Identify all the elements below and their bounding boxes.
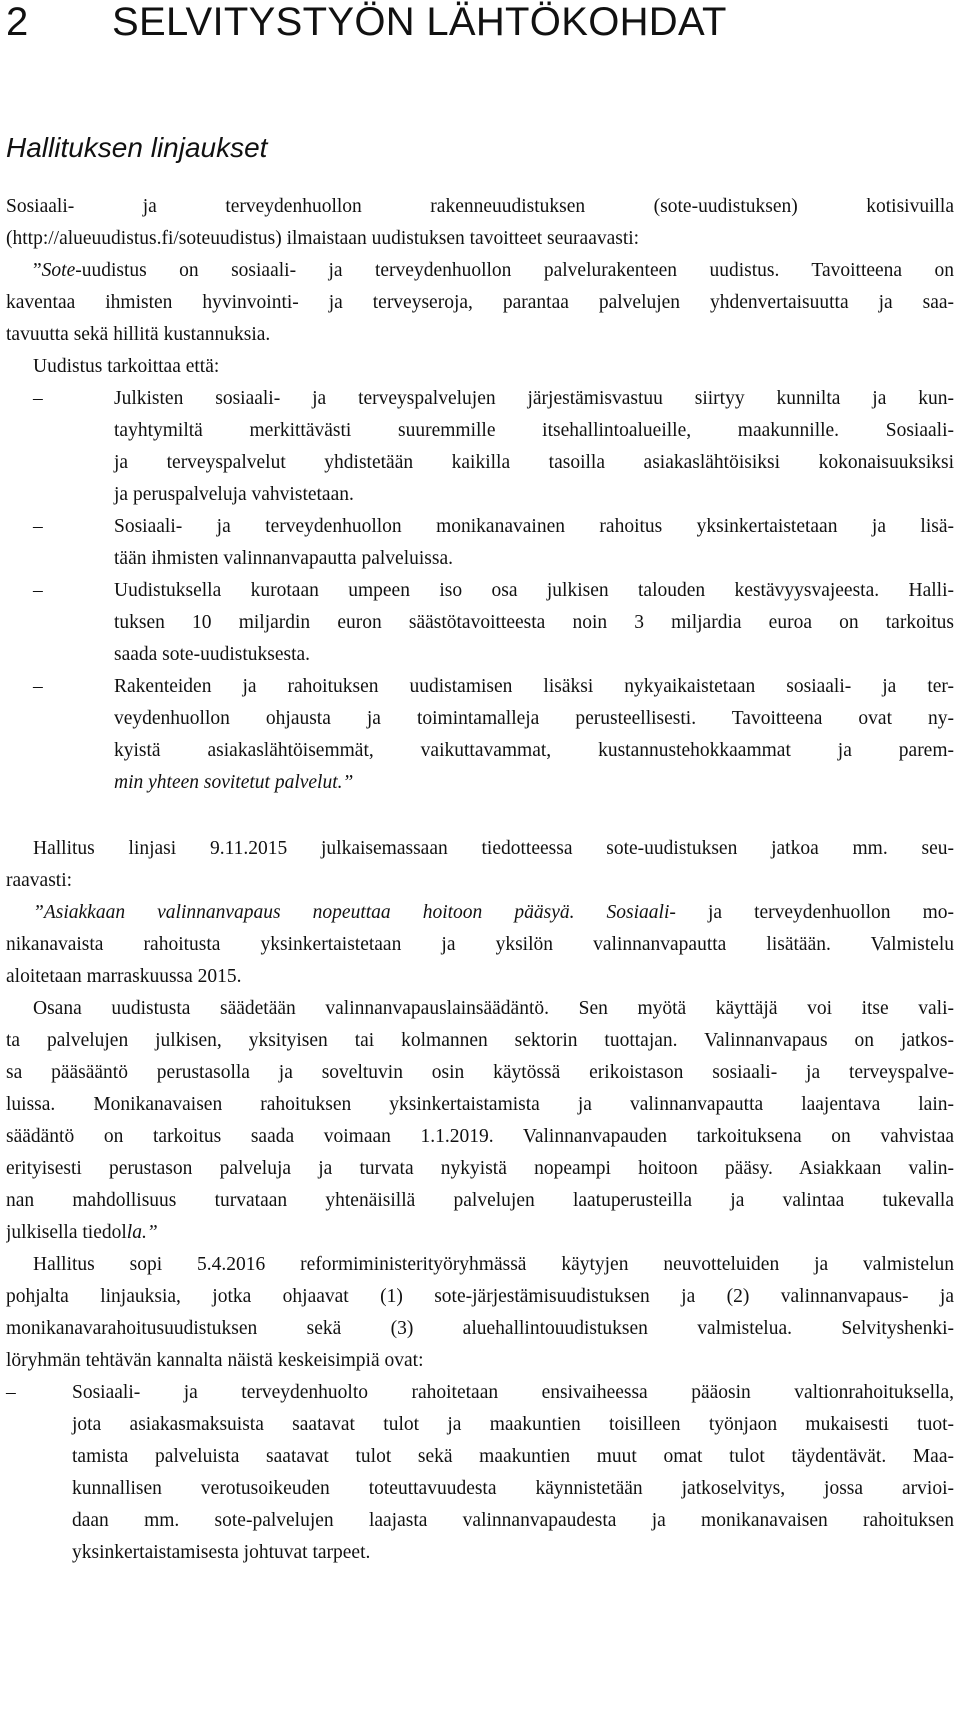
list-line: daan mm. sote-palvelujen laajasta valinnanvapaudesta ja monikanavaisen rahoituksen bbox=[72, 1510, 954, 1531]
chapter-heading bbox=[6, 0, 727, 44]
chapter-title: SELVITYSTYÖN LÄHTÖKOHDAT bbox=[112, 0, 727, 44]
list-line: kunnallisen verotusoikeuden toteuttavuudesta käynnistetään jatkoselvitys, jossa arvioi- bbox=[72, 1478, 954, 1499]
quote-line bbox=[6, 1217, 954, 1249]
list-line: kyistä asiakaslähtöisemmät, vaikuttavammat, kustannustehokkaammat ja parem- bbox=[114, 740, 954, 761]
list-line: ja peruspalveluja vahvistetaan. bbox=[114, 484, 354, 505]
quote-line: ta palvelujen julkisen, yksityisen tai kolmannen sektorin tuottajan. Valinnanvapaus on jatkos- bbox=[6, 1030, 954, 1051]
text-line: monikanavarahoitusuudistuksen sekä (3) aluehallintouudistuksen valmistelua. Selvityshenki- bbox=[6, 1318, 954, 1339]
list-dash: – bbox=[33, 580, 43, 601]
list-dash: – bbox=[33, 388, 43, 409]
list-line: jota asiakasmaksuista saatavat tulot ja maakuntien toisilleen työnjaon mukaisesti tuot- bbox=[72, 1414, 954, 1435]
list-item bbox=[6, 671, 954, 799]
quote-text: - ja terveydenhuollon mo- bbox=[669, 902, 954, 923]
list-line: veydenhuollon ohjausta ja toimintamalleja perusteellisesti. Tavoitteena ovat ny- bbox=[114, 708, 954, 729]
list-line bbox=[6, 767, 954, 799]
quote-italic-end: min yhteen sovitetut palvelut.” bbox=[114, 772, 354, 793]
quote-line: tavuutta sekä hillitä kustannuksia. bbox=[6, 324, 271, 345]
quote-line: luissa. Monikanavaisen rahoituksen yksinkertaistamista ja valinnanvapautta laajentava lain- bbox=[6, 1094, 954, 1115]
list-line: tään ihmisten valinnanvapautta palveluissa. bbox=[114, 548, 453, 569]
text-line: Hallitus sopi 5.4.2016 reformiministerityöryhmässä käytyjen neuvotteluiden ja valmistelun bbox=[33, 1254, 954, 1275]
list-item bbox=[6, 383, 954, 511]
list-line: tamista palveluista saatavat tulot sekä maakuntien muut omat tulot täydentävät. Maa- bbox=[72, 1446, 954, 1467]
list-dash: – bbox=[33, 676, 43, 697]
list-item bbox=[6, 1377, 954, 1569]
quote-line: sa pääsääntö perustasolla ja soveltuvin osin käytössä erikoistason sosiaali- ja terveyspalve- bbox=[6, 1062, 954, 1083]
list-line: saada sote-uudistuksesta. bbox=[114, 644, 311, 665]
quote-line: kaventaa ihmisten hyvinvointi- ja terveyseroja, parantaa palvelujen yhdenvertaisuutta ja saa- bbox=[6, 292, 954, 313]
text-line: (http://alueuudistus.fi/soteuudistus) ilmaistaan uudistuksen tavoitteet seuraavasti: bbox=[6, 228, 640, 249]
section-heading: Hallituksen linjaukset bbox=[6, 132, 268, 163]
list-dash: – bbox=[6, 1382, 16, 1403]
list-line: Julkisten sosiaali- ja terveyspalvelujen järjestämisvastuu siirtyy kunnilta ja kun- bbox=[114, 388, 954, 409]
list-line: ja terveyspalvelut yhdistetään kaikilla tasoilla asiakaslähtöisiksi kokonaisuuksiksi bbox=[114, 452, 954, 473]
document-body bbox=[6, 191, 954, 1569]
quote-line: Osana uudistusta säädetään valinnanvapauslainsäädäntö. Sen myötä käyttäjä voi itse vali- bbox=[33, 998, 954, 1019]
quote-italic-lead: Sote bbox=[41, 260, 76, 281]
paragraph-gap bbox=[6, 799, 954, 833]
quote-line: nikanavaista rahoitusta yksinkertaistetaan ja yksilön valinnanvapautta lisätään. Valmistelu bbox=[6, 934, 954, 955]
quote-line: aloitetaan marraskuussa 2015. bbox=[6, 966, 242, 987]
text-line: Hallitus linjasi 9.11.2015 julkaisemassaan tiedotteessa sote-uudistuksen jatkoa mm. seu- bbox=[33, 838, 954, 859]
quote-line: säädäntö on tarkoitus saada voimaan 1.1.2019. Valinnanvapauden tarkoituksena on vahvistaa bbox=[6, 1126, 954, 1147]
quote-text: julkisella tiedol bbox=[6, 1222, 127, 1243]
list-line: tuksen 10 miljardin euron säästötavoitteesta noin 3 miljardia euroa on tarkoitus bbox=[114, 612, 954, 633]
list-line: Uudistuksella kurotaan umpeen iso osa julkisen talouden kestävyysvajeesta. Halli- bbox=[114, 580, 954, 601]
chapter-number: 2 bbox=[6, 0, 29, 44]
quote-line bbox=[6, 255, 954, 287]
quote-text: -uudistus on sosiaali- ja terveydenhuollon palvelurakenteen uudistus. Tavoitteena on bbox=[75, 260, 954, 281]
list-line: yksinkertaistamisesta johtuvat tarpeet. bbox=[72, 1542, 371, 1563]
quote-line: Uudistus tarkoittaa että: bbox=[33, 356, 220, 377]
quote-italic-end: la.” bbox=[126, 1222, 158, 1243]
text-line: pohjalta linjauksia, jotka ohjaavat (1) sote-järjestämisuudistuksen ja (2) valinnanvapaus- ja bbox=[6, 1286, 954, 1307]
list-line: Sosiaali- ja terveydenhuolto rahoitetaan ensivaiheessa pääosin valtionrahoituksella, bbox=[72, 1382, 954, 1403]
list-line: Rakenteiden ja rahoituksen uudistamisen lisäksi nykyaikaistetaan sosiaali- ja ter- bbox=[114, 676, 954, 697]
text-line: Sosiaali- ja terveydenhuollon rakenneuudistuksen (sote-uudistuksen) kotisivuilla bbox=[6, 196, 954, 217]
quote-line bbox=[6, 897, 954, 929]
list-item bbox=[6, 575, 954, 671]
text-line: raavasti: bbox=[6, 870, 73, 891]
list-line: tayhtymiltä merkittävästi suuremmille itsehallintoalueille, maakunnille. Sosiaali- bbox=[114, 420, 954, 441]
quote-line: nan mahdollisuus turvataan yhtenäisillä palvelujen laatuperusteilla ja valintaa tukevalla bbox=[6, 1190, 954, 1211]
list-line: Sosiaali- ja terveydenhuollon monikanavainen rahoitus yksinkertaistetaan ja lisä- bbox=[114, 516, 954, 537]
list-dash: – bbox=[33, 516, 43, 537]
text-line: löryhmän tehtävän kannalta näistä keskeisimpiä ovat: bbox=[6, 1350, 424, 1371]
quote-line: erityisesti perustason palveluja ja turvata nykyistä nopeampi hoitoon pääsy. Asiakkaan valin- bbox=[6, 1158, 954, 1179]
list-item bbox=[6, 511, 954, 575]
quote-italic-lead: ”Asiakkaan valinnanvapaus nopeuttaa hoitoon pääsyä. Sosiaali bbox=[33, 902, 670, 923]
quote-open-mark: ” bbox=[33, 260, 42, 281]
